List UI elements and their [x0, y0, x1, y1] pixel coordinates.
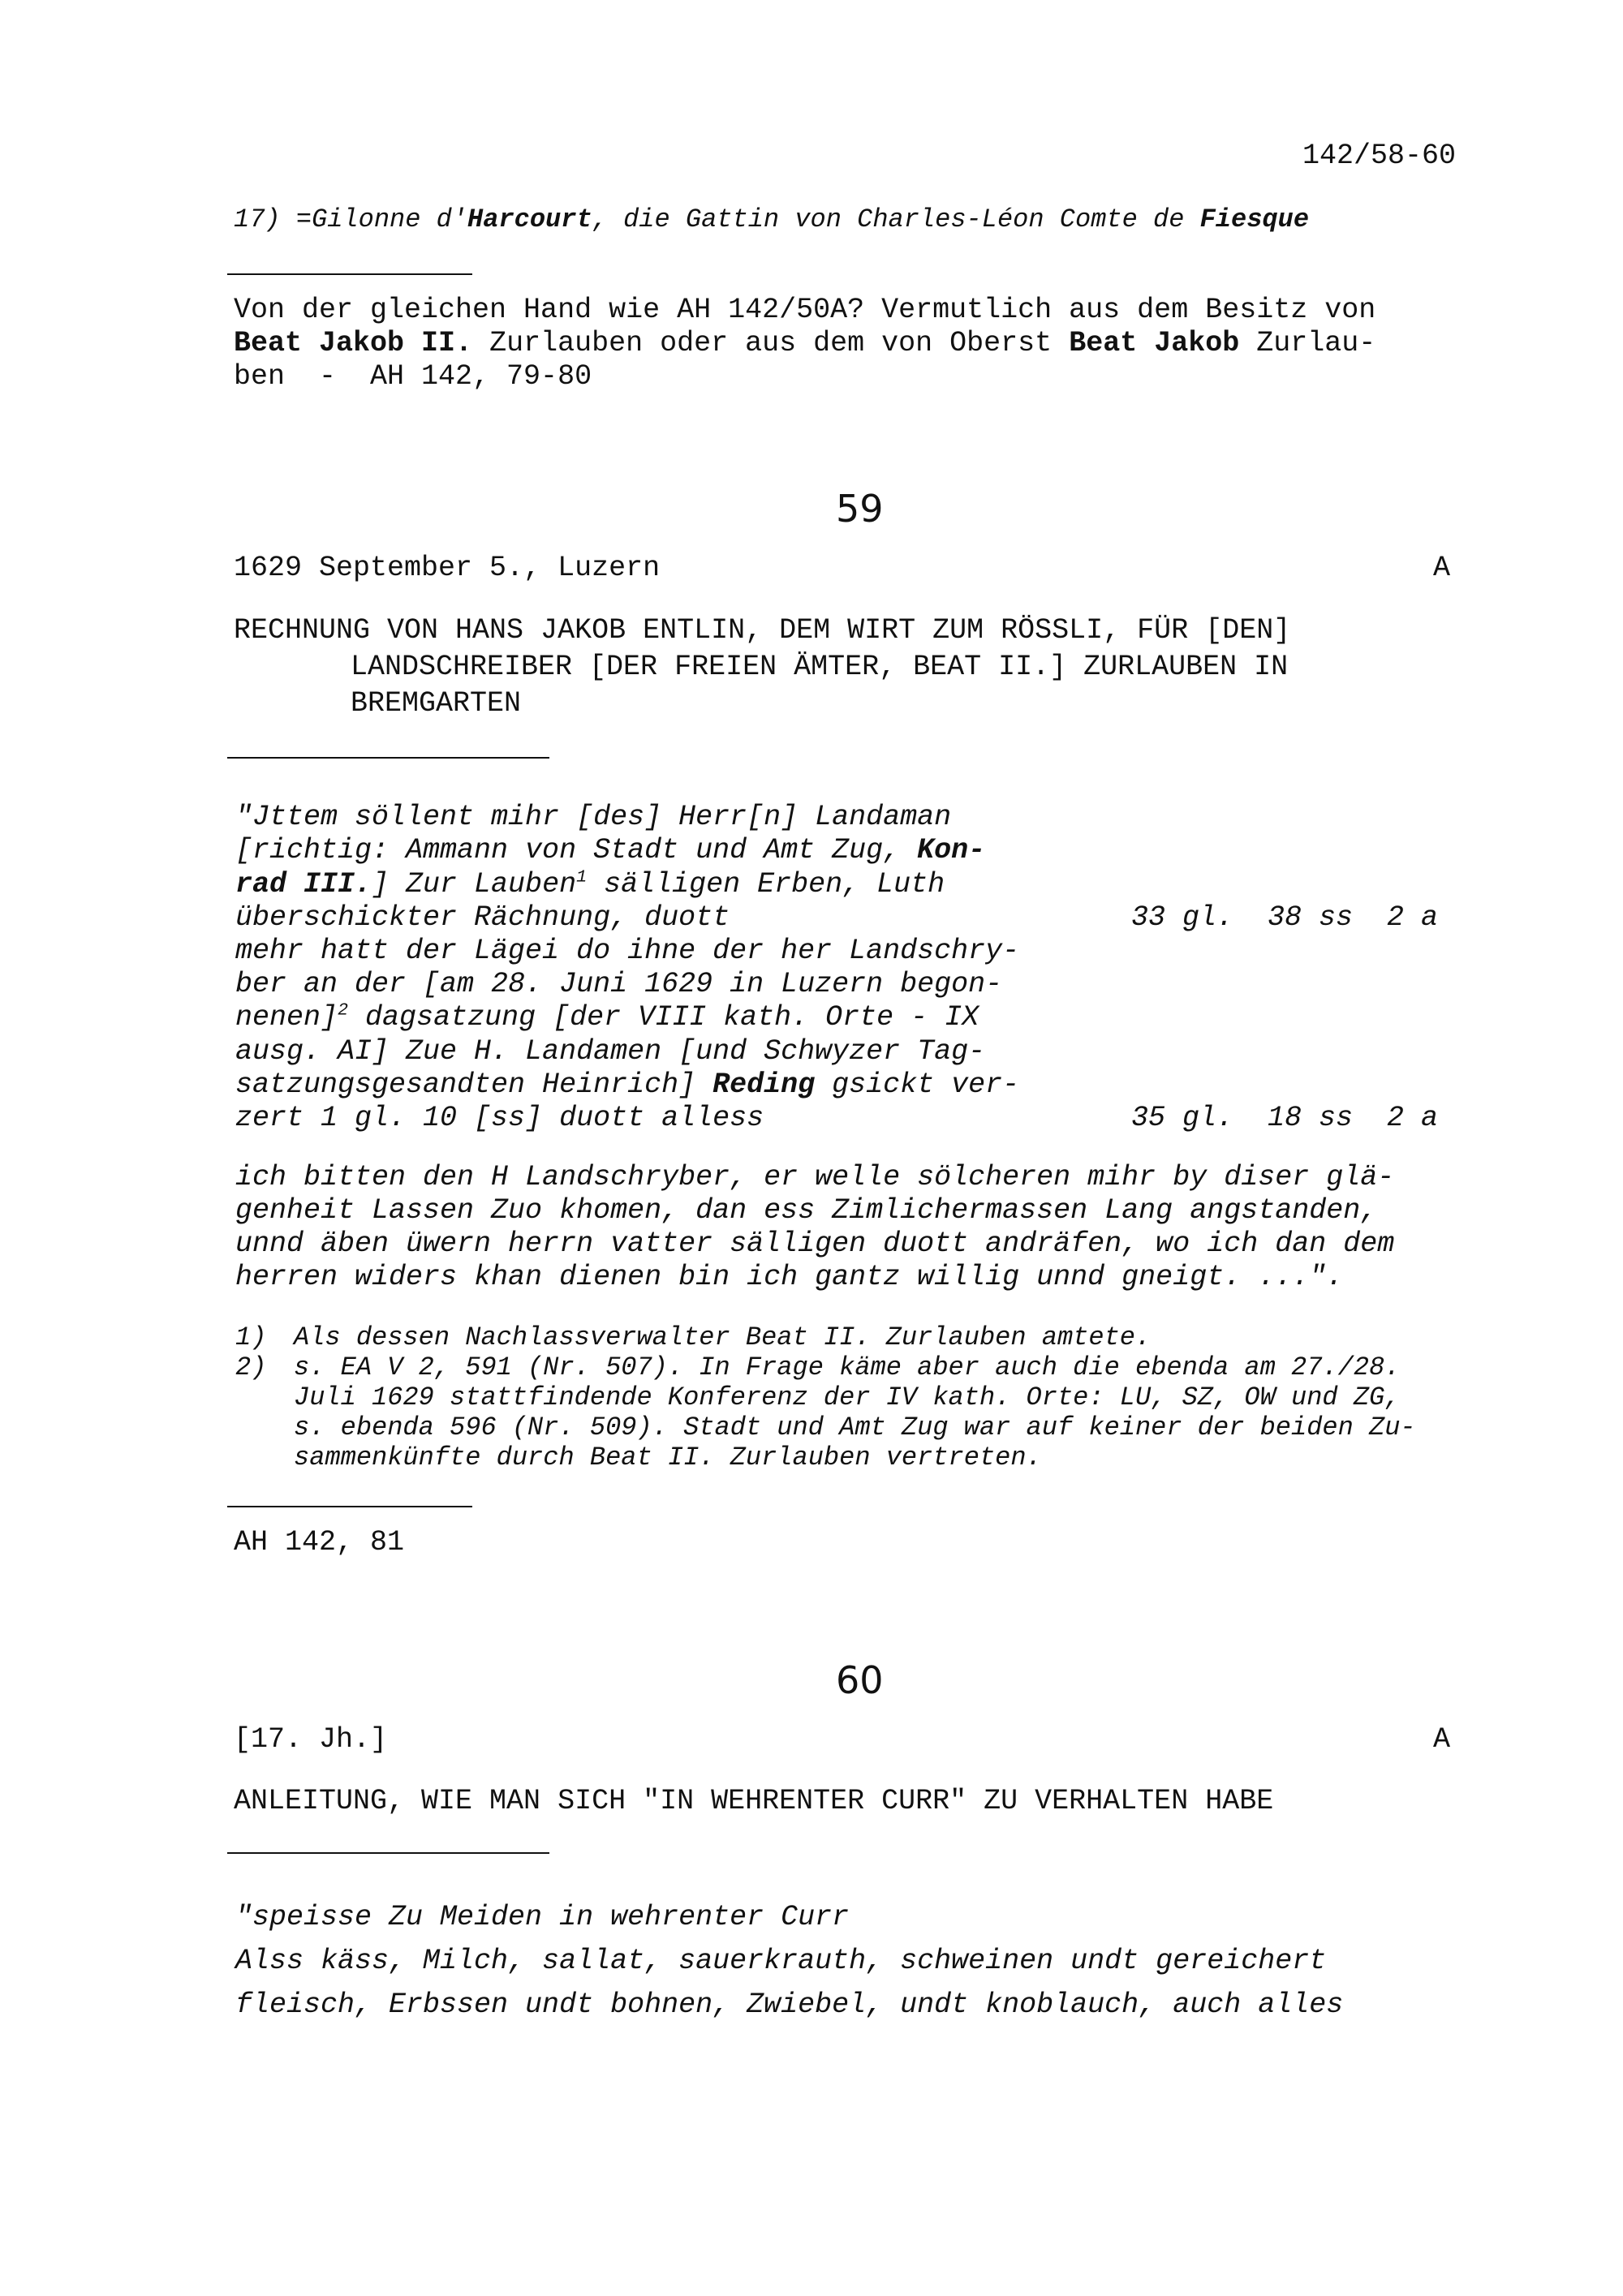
divider-rule [227, 757, 549, 759]
quote-name: Reding [712, 1068, 816, 1101]
doc59-paragraph-line-3: unnd äben üwern herrn vatter sälligen duott andräfen, wo ich dan dem [235, 1228, 1395, 1260]
footnote-2-line-3: s. ebenda 596 (Nr. 509). Stadt und Amt Zug war auf keiner der beiden Zu- [294, 1412, 1416, 1443]
source-note-text-end: Zurlau- [1239, 327, 1376, 359]
doc59-paragraph-line-4: herren widers khan dienen bin ich gantz willig unnd gneigt. ...". [235, 1261, 1344, 1293]
source-note-text: Zurlauben oder aus dem von Oberst [472, 327, 1070, 359]
quote-name: rad III. [235, 868, 372, 901]
quote-text: ] Zur Lauben [372, 868, 577, 901]
doc59-date-place: 1629 September 5., Luzern [234, 552, 661, 584]
footnote-17-name-fiesque: Fiesque [1199, 204, 1310, 234]
footnote-2-number: 2) [235, 1352, 267, 1382]
doc59-paragraph-line-1: ich bitten den H Landschryber, er welle sölcheren mihr by diser glä- [235, 1161, 1395, 1193]
footnote-1-text: Als dessen Nachlassverwalter Beat II. Zurlauben amtete. [294, 1322, 1152, 1352]
quote-text: satzungsgesandten Heinrich] [235, 1068, 713, 1101]
footnote-2-line-1: s. EA V 2, 591 (Nr. 507). In Frage käme aber auch die ebenda am 27./28. [294, 1352, 1401, 1382]
doc59-quote-line-9 [235, 1068, 1019, 1102]
divider-rule [227, 273, 472, 275]
doc60-title: ANLEITUNG, WIE MAN SICH "IN WEHRENTER CURR" ZU VERHALTEN HABE [234, 1785, 1274, 1817]
source-note-line-3: ben - AH 142, 79-80 [234, 360, 592, 393]
doc59-amount-2: 35 gl. 18 ss 2 a [1131, 1102, 1439, 1134]
doc59-quote-line-1: "Jttem söllent mihr [des] Herr[n] Landaman [235, 801, 952, 833]
footnote-17-number: 17) [234, 204, 281, 234]
doc59-quote-line-7 [235, 1001, 979, 1034]
quote-text: [richtig: Ammann von Stadt und Amt Zug, [235, 834, 918, 866]
footnote-1-number: 1) [235, 1322, 267, 1352]
footnote-17-text-b: , die Gattin von Charles-Léon Comte de [592, 204, 1200, 234]
footnote-marker-2: 2 [338, 1000, 349, 1021]
doc59-paragraph-line-2: genheit Lassen Zuo khomen, dan ess Zimlichermassen Lang angstanden, [235, 1194, 1378, 1227]
doc60-text-line-1: "speisse Zu Meiden in wehrenter Curr [235, 1901, 850, 1933]
footnote-17-name-harcourt: Harcourt [467, 204, 592, 234]
doc59-quote-line-6: ber an der [am 28. Juni 1629 in Luzern begon- [235, 968, 1003, 1000]
doc59-quote-line-5: mehr hatt der Lägei do ihne der her Landschry- [235, 935, 1020, 967]
doc59-transmission-letter: A [1433, 552, 1451, 584]
doc59-amount-1: 33 gl. 38 ss 2 a [1131, 901, 1439, 934]
doc59-source: AH 142, 81 [234, 1526, 405, 1559]
doc59-title-line-1: RECHNUNG VON HANS JAKOB ENTLIN, DEM WIRT ZUM RÖSSLI, FÜR [DEN] [234, 614, 1291, 647]
source-note-line-1: Von der gleichen Hand wie AH 142/50A? Vermutlich aus dem Besitz von [234, 294, 1376, 326]
doc60-date: [17. Jh.] [234, 1723, 388, 1756]
source-note-line-2 [234, 327, 1375, 360]
doc59-quote-line-4: überschickter Rächnung, duott [235, 901, 730, 934]
document-number-60: 60 [836, 1658, 884, 1702]
source-note-name-1: Beat Jakob II. [234, 327, 473, 359]
footnote-17 [234, 203, 1309, 236]
quote-text: nenen] [235, 1001, 338, 1034]
divider-rule [227, 1852, 549, 1854]
doc59-quote-line-8: ausg. AI] Zue H. Landamen [und Schwyzer Tag- [235, 1035, 986, 1068]
doc60-text-line-3: fleisch, Erbssen undt bohnen, Zwiebel, undt knoblauch, auch alles [235, 1989, 1344, 2021]
document-number-59: 59 [836, 487, 884, 531]
doc59-quote-line-2 [235, 834, 985, 867]
footnote-marker-1: 1 [576, 866, 588, 888]
quote-text: dagsatzung [der VIII kath. Orte - IX [348, 1001, 979, 1034]
doc60-text-line-2: Alss käss, Milch, sallat, sauerkrauth, schweinen undt gereichert [235, 1945, 1327, 1977]
doc59-title-line-2: LANDSCHREIBER [DER FREIEN ÄMTER, BEAT II.] ZURLAUBEN IN [351, 651, 1289, 683]
doc59-quote-line-3 [235, 868, 945, 901]
doc59-quote-line-10: zert 1 gl. 10 [ss] duott alless [235, 1102, 764, 1134]
doc60-transmission-letter: A [1433, 1723, 1451, 1756]
quote-text: sälligen Erben, Luth [587, 868, 945, 901]
footnote-17-text-a: =Gilonne d' [295, 204, 468, 234]
footnote-2-line-2: Juli 1629 stattfindende Konferenz der IV kath. Orte: LU, SZ, OW und ZG, [294, 1382, 1401, 1412]
divider-rule [227, 1506, 472, 1507]
footnote-2-line-4: sammenkünfte durch Beat II. Zurlauben vertreten. [294, 1443, 1042, 1473]
quote-text: gsickt ver- [815, 1068, 1020, 1101]
doc59-title-line-3: BREMGARTEN [351, 687, 522, 720]
source-note-name-2: Beat Jakob [1069, 327, 1240, 359]
quote-name: Kon- [917, 834, 986, 866]
page-reference: 142/58-60 [1302, 140, 1457, 172]
